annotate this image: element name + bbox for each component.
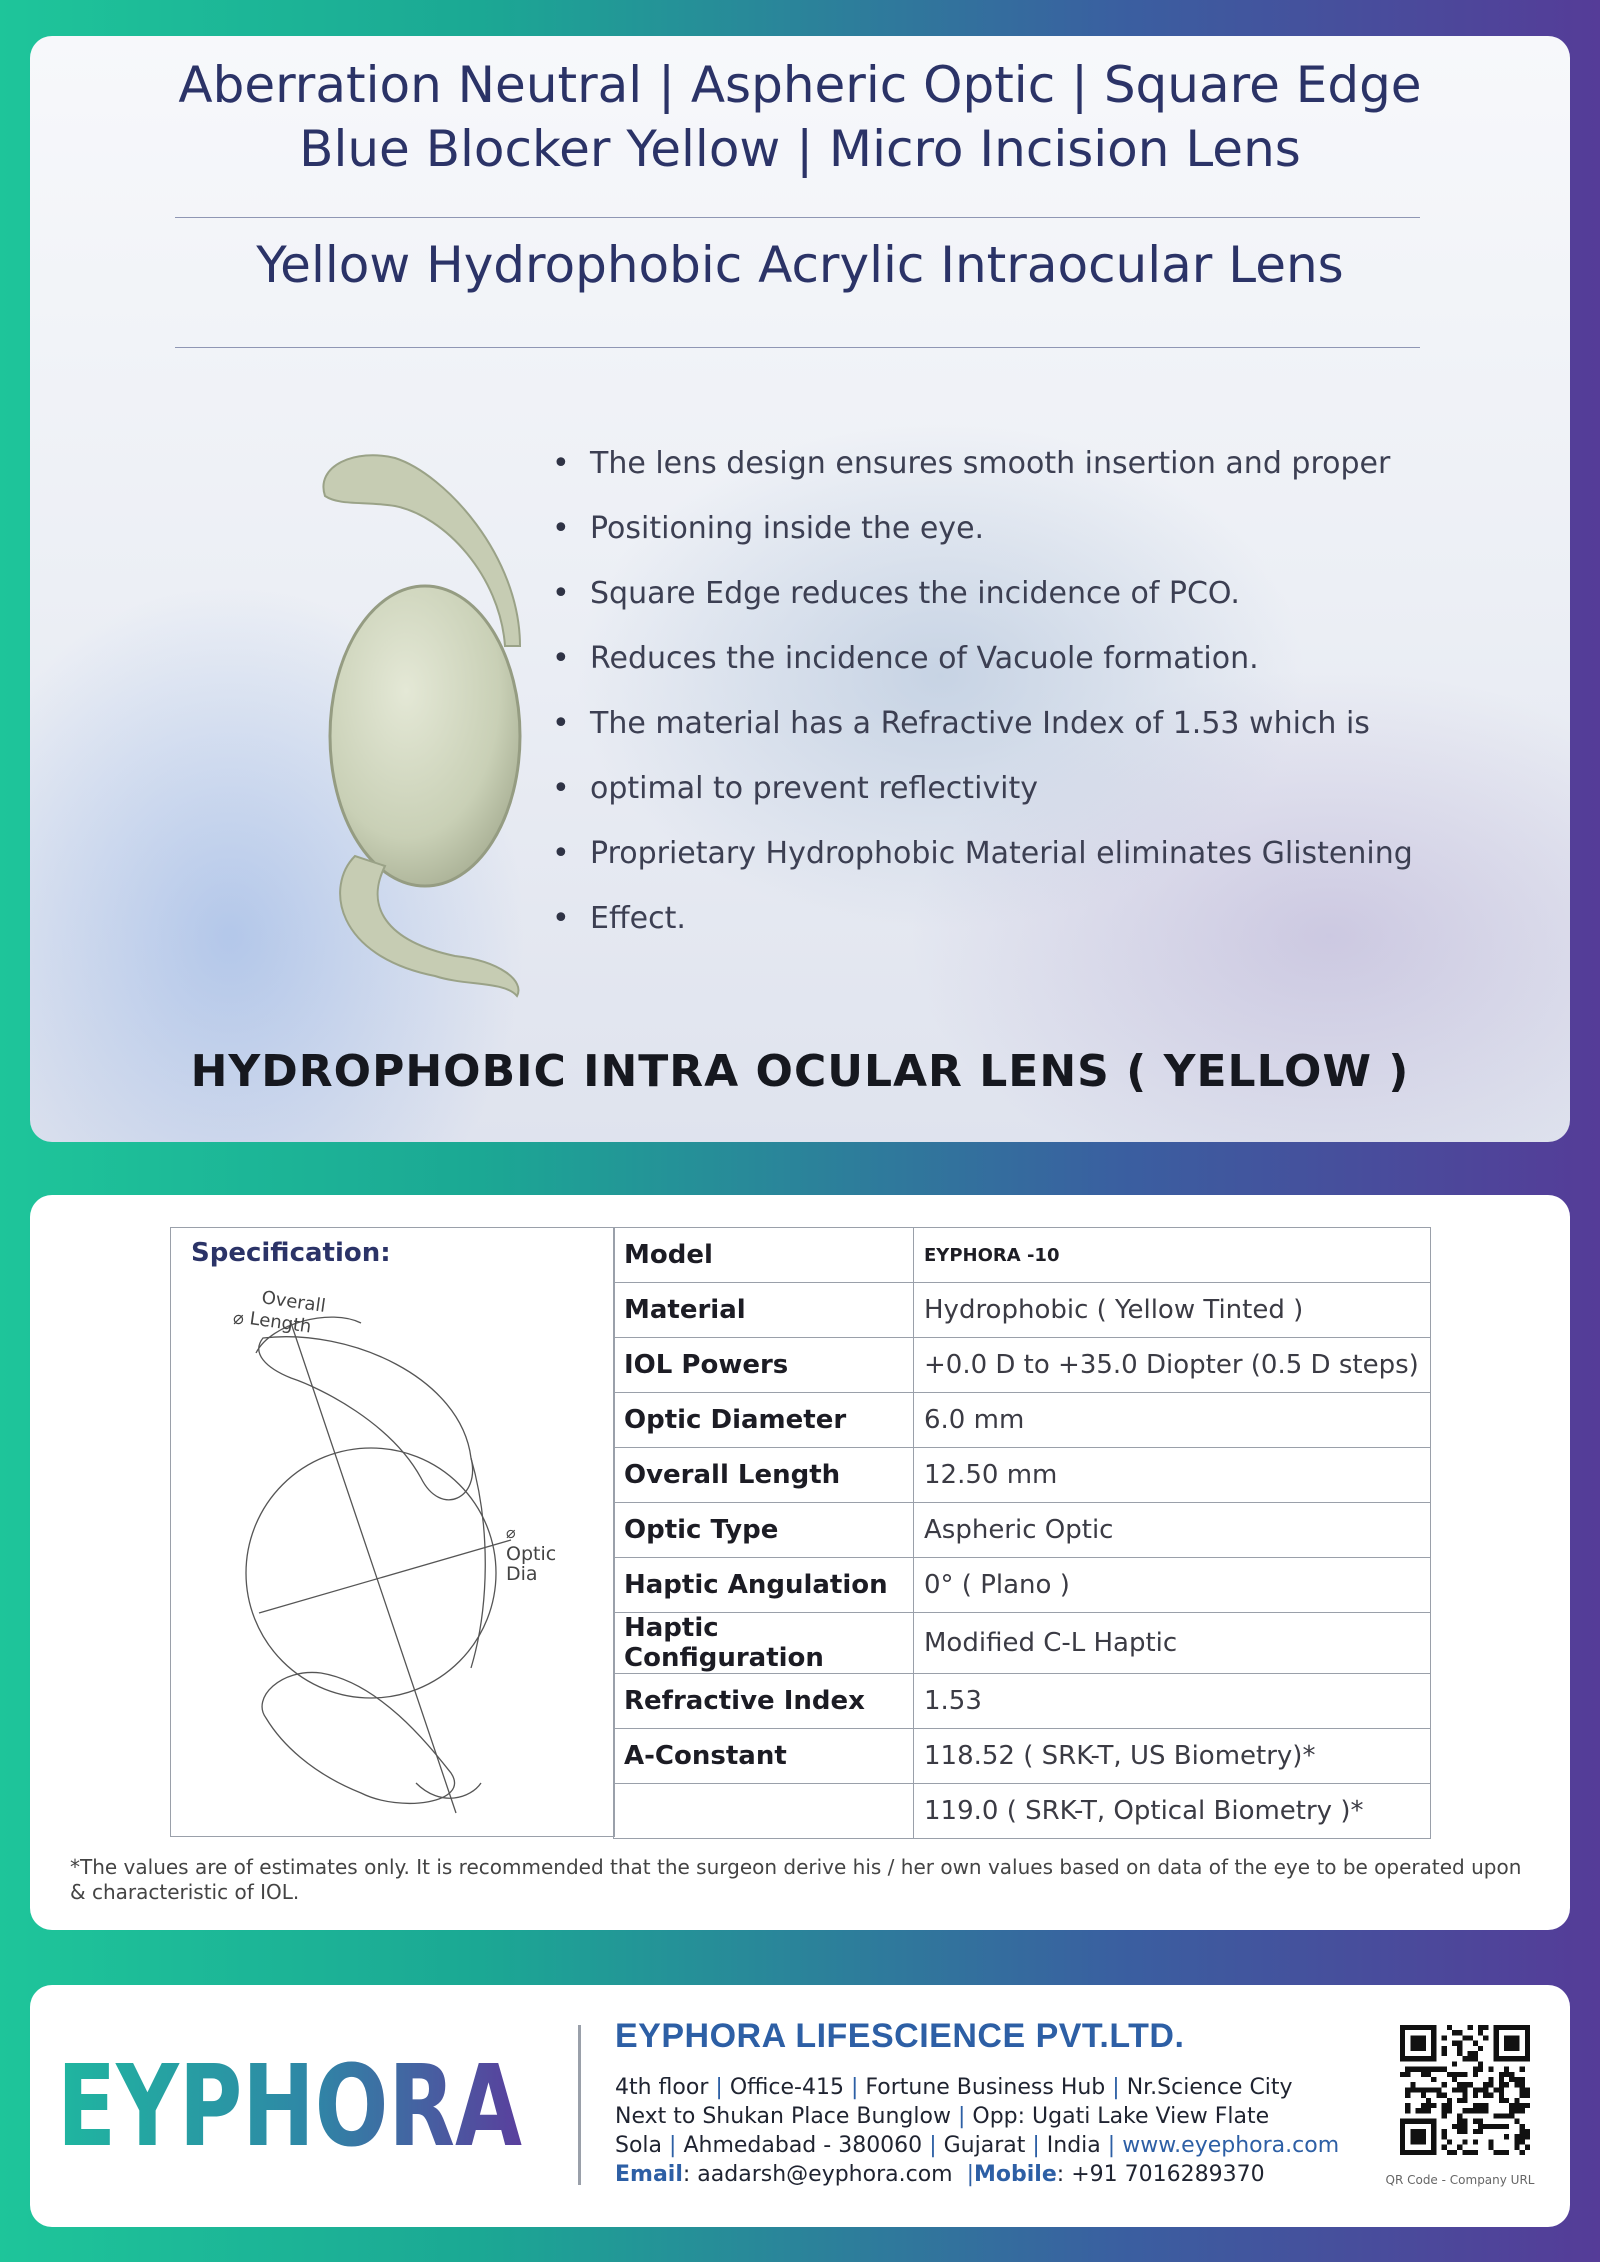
spec-row [614, 1503, 1431, 1558]
spec-row [614, 1393, 1431, 1448]
spec-value: +0.0 D to +35.0 Diopter (0.5 D steps) [914, 1338, 1431, 1393]
headline-line-1: Aberration Neutral | Aspheric Optic | Square Edge [178, 56, 1422, 114]
hero-panel [30, 36, 1570, 1142]
feature-item: • The lens design ensures smooth insertion and proper [550, 431, 1510, 496]
feature-item: • Reduces the incidence of Vacuole formation. [550, 626, 1510, 691]
product-title: HYDROPHOBIC INTRA OCULAR LENS ( YELLOW ) [190, 1046, 1410, 1097]
spec-key: Haptic Configuration [614, 1613, 914, 1674]
feature-item: • Effect. [550, 886, 1510, 951]
intraocular-lens-image [295, 446, 565, 1016]
spec-value: Aspheric Optic [914, 1503, 1431, 1558]
spec-key: IOL Powers [614, 1338, 914, 1393]
qr-caption: QR Code - Company URL [1385, 2173, 1535, 2187]
specification-panel [30, 1195, 1570, 1930]
address-line-2: Next to Shukan Place Bunglow | Opp: Ugati Lake View Flate [615, 2104, 1270, 2129]
spec-value: 12.50 mm [914, 1448, 1431, 1503]
spec-value: 118.52 ( SRK-T, US Biometry)* [914, 1729, 1431, 1784]
email-link[interactable]: aadarsh@eyphora.com [697, 2162, 953, 2187]
svg-text:EYPHORA: EYPHORA [57, 2050, 523, 2160]
spec-row [614, 1448, 1431, 1503]
lens-diagram-box [170, 1227, 615, 1837]
spec-key: Optic Diameter [614, 1393, 914, 1448]
headline-line-2: Blue Blocker Yellow | Micro Incision Lens [299, 120, 1301, 178]
disclaimer-text: *The values are of estimates only. It is recommended that the surgeon derive his / her own values based on data of the eye to be operated upon & characteristic of IOL. [70, 1855, 1522, 1904]
spec-row [614, 1784, 1431, 1839]
contact-line: Email: aadarsh@eyphora.com |Mobile: +91 7016289370 [615, 2162, 1265, 2187]
mobile-number: +91 7016289370 [1071, 2162, 1265, 2187]
spec-value: EYPHORA -10 [914, 1228, 1431, 1283]
spec-key: Material [614, 1283, 914, 1338]
spec-row [614, 1613, 1431, 1674]
company-name: EYPHORA LIFESCIENCE PVT.LTD. [615, 2017, 1185, 2055]
spec-value: 119.0 ( SRK-T, Optical Biometry )* [914, 1784, 1431, 1839]
spec-key: Optic Type [614, 1503, 914, 1558]
dia-label: Dia [506, 1563, 538, 1585]
spec-value: 6.0 mm [914, 1393, 1431, 1448]
spec-value: Hydrophobic ( Yellow Tinted ) [914, 1283, 1431, 1338]
address-line-3: Sola | Ahmedabad - 380060 | Gujarat | India | www.eyephora.com [615, 2133, 1340, 2158]
spec-row [614, 1558, 1431, 1613]
diameter-symbol: ⌀ [233, 1308, 244, 1329]
feature-list [550, 431, 1510, 951]
divider-bottom [175, 347, 1420, 348]
spec-value: Modified C-L Haptic [914, 1613, 1431, 1674]
lens-dimension-diagram [171, 1228, 614, 1836]
spec-key: Overall Length [614, 1448, 914, 1503]
optic-label: Optic [506, 1543, 557, 1565]
divider-top [175, 217, 1420, 218]
feature-item: • Positioning inside the eye. [550, 496, 1510, 561]
spec-row [614, 1228, 1431, 1283]
eyphora-logo [57, 2050, 527, 2160]
spec-key: Haptic Angulation [614, 1558, 914, 1613]
website-link[interactable]: www.eyephora.com [1122, 2133, 1340, 2158]
spec-row [614, 1283, 1431, 1338]
specification-table [613, 1227, 1431, 1839]
spec-key [614, 1784, 914, 1839]
spec-key: Model [614, 1228, 914, 1283]
spec-key: Refractive Index [614, 1674, 914, 1729]
diameter-symbol: ⌀ [506, 1523, 516, 1542]
product-subtitle: Yellow Hydrophobic Acrylic Intraocular Lens [256, 236, 1344, 294]
feature-item: • Proprietary Hydrophobic Material eliminates Glistening [550, 821, 1510, 886]
address-line-1: 4th floor | Office-415 | Fortune Business Hub | Nr.Science City [615, 2075, 1293, 2100]
footer-divider [578, 2025, 581, 2185]
spec-value: 0° ( Plano ) [914, 1558, 1431, 1613]
specification-title: Specification: [191, 1238, 391, 1268]
feature-item: • The material has a Refractive Index of 1.53 which is [550, 691, 1510, 756]
spec-row [614, 1674, 1431, 1729]
overall-label: Overall [260, 1287, 327, 1317]
feature-item: • Square Edge reduces the incidence of PCO. [550, 561, 1510, 626]
feature-item: • optimal to prevent reflectivity [550, 756, 1510, 821]
spec-row [614, 1729, 1431, 1784]
company-footer [30, 1985, 1570, 2227]
spec-key: A-Constant [614, 1729, 914, 1784]
length-label: Length [248, 1308, 313, 1338]
spec-row [614, 1338, 1431, 1393]
qr-code-icon[interactable] [1400, 2025, 1530, 2155]
spec-value: 1.53 [914, 1674, 1431, 1729]
